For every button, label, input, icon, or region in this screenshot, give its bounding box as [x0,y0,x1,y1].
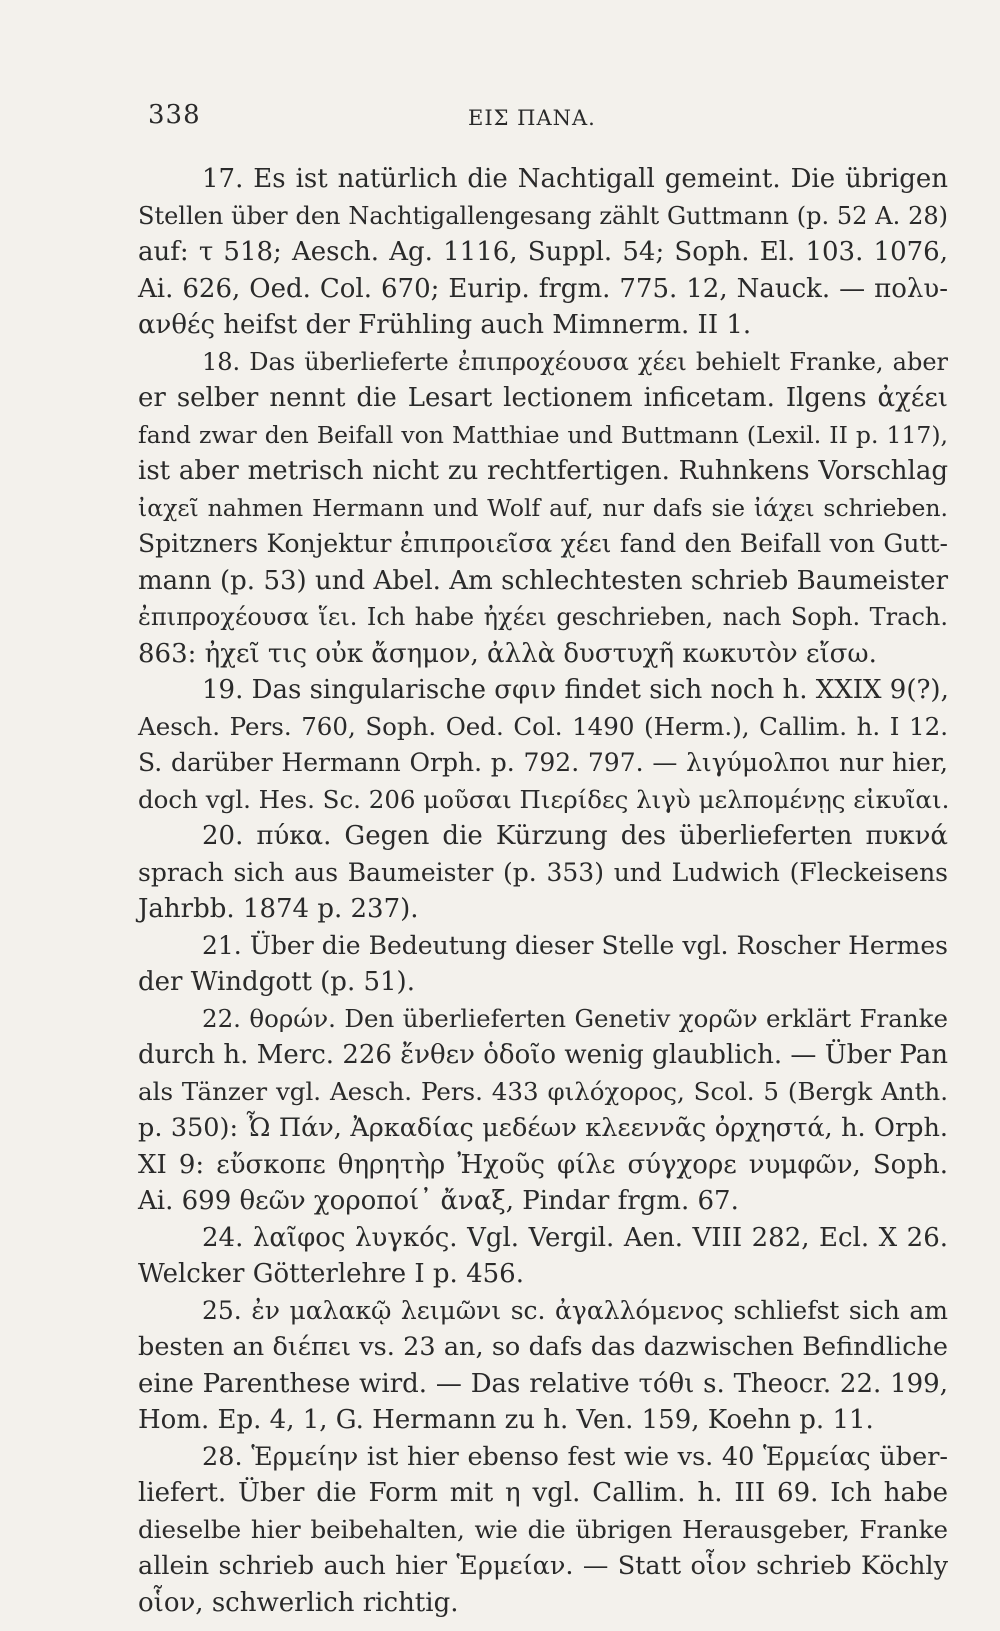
text-line: sprach sich aus Baumeister (p. 353) und Ludwich (Fleckeisens [138,857,948,887]
text-line: allein schrieb auch hier Ἑρμείαν. — Statt οἷον schrieb Köchly [138,1551,948,1581]
text-line: Aesch. Pers. 760, Soph. Oed. Col. 1490 (Herm.), Callim. h. I 12. [138,711,948,741]
text-line: 28. Ἑρμείην ist hier ebenso fest wie vs. 40 Ἑρμείας über- [202,1441,948,1472]
page-number: 338 [148,100,201,130]
body-text [138,161,948,1621]
running-title: ΕΙΣ ΠΑΝΑ. [468,106,596,130]
text-line: 19. Das singularische σφιν findet sich noch h. XXIX 9(?), [202,675,949,705]
text-line: ἐπιπροχέουσα ἵει. Ich habe ἠχέει geschrieben, nach Soph. Trach. [138,603,948,631]
text-line: besten an διέπει vs. 23 an, so dafs das dazwischen Befindliche [138,1332,948,1362]
text-line: Spitzners Konjektur ἐπιπροιεῖσα χέει fand den Beifall von Gutt- [138,529,948,558]
text-line: als Tänzer vgl. Aesch. Pers. 433 φιλόχορος, Scol. 5 (Bergk Anth. [138,1076,948,1106]
text-line: 863: ἠχεῖ τις οὐκ ἄσημον, ἀλλὰ δυστυχῆ κωκυτὸν εἴσω. [138,638,877,669]
text-line: 21. Über die Bedeutung dieser Stelle vgl. Roscher Hermes [202,930,948,960]
text-line: 22. θορών. Den überlieferten Genetiv χορῶν erklärt Franke [202,1003,948,1033]
text-line: 24. λαῖφος λυγκός. Vgl. Vergil. Aen. VIII 282, Ecl. X 26. [202,1222,948,1253]
text-line: eine Parenthese wird. — Das relative τόθι s. Theocr. 22. 199, [138,1368,948,1399]
text-line: Ai. 626, Oed. Col. 670; Eurip. frgm. 775. 12, Nauck. — πολυ- [138,273,948,304]
text-line: Stellen über den Nachtigallengesang zählt Guttmann (p. 52 A. 28) [138,201,948,230]
text-line: 18. Das überlieferte ἐπιπροχέουσα χέει behielt Franke, aber [202,347,948,376]
text-line: ανθές heifst der Frühling auch Mimnerm. II 1. [138,310,752,340]
text-line: Welcker Götterlehre I p. 456. [138,1259,524,1289]
text-line: XI 9: εὔσκοπε θηρητὴρ Ἠχοῦς φίλε σύγχορε νυμφῶν, Soph. [138,1149,948,1180]
text-line: fand zwar den Beifall von Matthiae und Buttmann (Lexil. II p. 117), [138,420,948,449]
text-line: οἷον, schwerlich richtig. [138,1587,459,1618]
text-line: Jahrbb. 1874 p. 237). [138,894,419,924]
text-line: der Windgott (p. 51). [138,967,415,997]
text-line: er selber nennt die Lesart lectionem inficetam. Ilgens ἀχέει [138,383,948,413]
text-line: 20. πύκα. Gegen die Kürzung des überlieferten πυκνά [202,821,948,851]
text-line: ist aber metrisch nicht zu rechtfertigen. Ruhnkens Vorschlag [138,456,948,486]
text-line: p. 350): Ὦ Πάν, Ἀρκαδίας μεδέων κλεεννᾶς ὀρχηστά, h. Orph. [138,1113,948,1143]
text-line: dieselbe hier beibehalten, wie die übrigen Herausgeber, Franke [138,1514,948,1544]
text-line: Hom. Ep. 4, 1, G. Hermann zu h. Ven. 159, Koehn p. 11. [138,1405,874,1435]
text-line: doch vgl. Hes. Sc. 206 μοῦσαι Πιερίδες λιγὺ μελπομένῃς εἰκυῖαι. [138,784,950,814]
text-line: durch h. Merc. 226 ἔνθεν ὁδοῖο wenig glaublich. — Über Pan [138,1040,948,1070]
text-line: 25. ἐν μαλακῷ λειμῶνι sc. ἀγαλλόμενος schliefst sich am [202,1295,948,1325]
text-line: 17. Es ist natürlich die Nachtigall gemeint. Die übrigen [202,164,948,194]
text-line: mann (p. 53) und Abel. Am schlechtesten schrieb Baumeister [138,565,948,596]
text-line: auf: τ 518; Aesch. Ag. 1116, Suppl. 54; Soph. El. 103. 1076, [138,237,948,267]
text-line: Ai. 699 θεῶν χοροποί᾽ ἄναξ, Pindar frgm. 67. [138,1186,739,1216]
page-header [148,100,928,140]
text-line: S. darüber Hermann Orph. p. 792. 797. — λιγύμολποι nur hier, [138,748,948,777]
text-line: liefert. Über die Form mit η vgl. Callim. h. III 69. Ich habe [138,1478,948,1508]
text-line: ἰαχεῖ nahmen Hermann und Wolf auf, nur dafs sie ἰάχει schrieben. [138,493,948,522]
